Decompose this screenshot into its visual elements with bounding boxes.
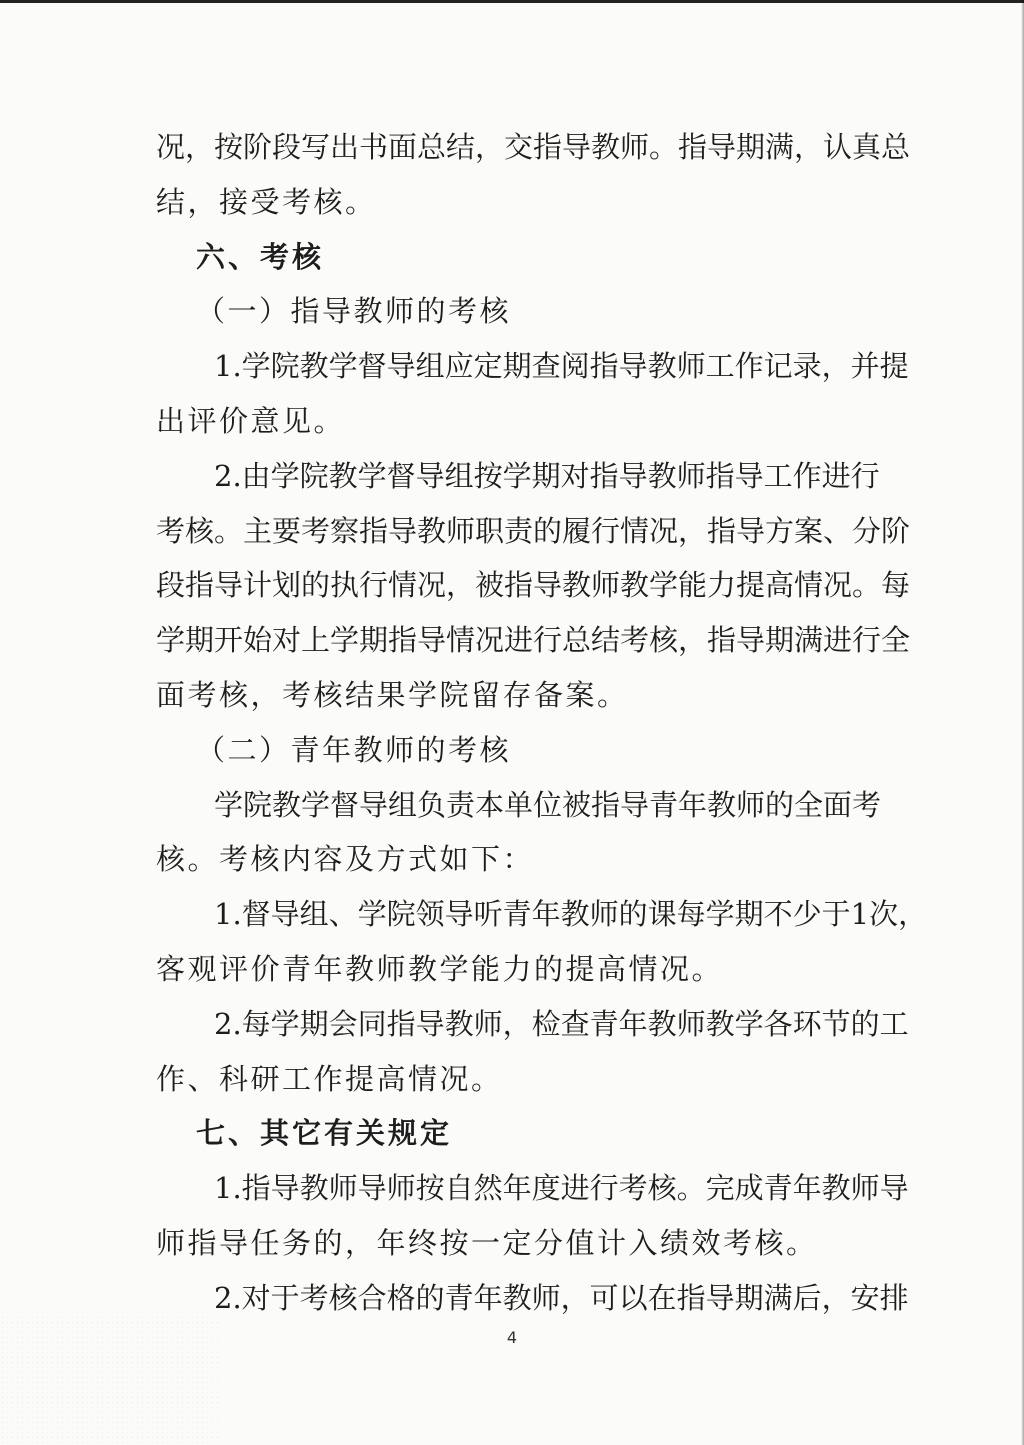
paragraph-line: 1.学院教学督导组应定期查阅指导教师工作记录，并提 [214, 349, 909, 384]
subsection-heading: （二）青年教师的考核 [196, 732, 512, 767]
paragraph-line: 面考核，考核结果学院留存备案。 [156, 677, 629, 712]
paragraph-line: 核。考核内容及方式如下： [156, 842, 535, 877]
paragraph-line: 2.由学院教学督导组按学期对指导教师指导工作进行 [214, 458, 880, 493]
document-body [156, 120, 928, 1326]
paragraph-line: 考核。主要考察指导教师职责的履行情况，指导方案、分阶 [156, 513, 911, 548]
paragraph-line: 客观评价青年教师教学能力的提高情况。 [156, 951, 724, 986]
section-heading: 七、其它有关规定 [196, 1116, 453, 1151]
paragraph-line: 2.对于考核合格的青年教师，可以在指导期满后，安排 [214, 1280, 909, 1315]
subsection-heading: （一）指导教师的考核 [196, 294, 512, 329]
paragraph-line: 作、科研工作提高情况。 [156, 1061, 503, 1096]
paragraph-line: 段指导计划的执行情况，被指导教师教学能力提高情况。每 [156, 568, 911, 603]
paragraph-line: 结，接受考核。 [156, 184, 377, 219]
section-heading: 六、考核 [196, 239, 325, 274]
paragraph-line: 学期开始对上学期指导情况进行总结考核，指导期满进行全 [156, 623, 911, 658]
paragraph-line: 2.每学期会同指导教师，检查青年教师教学各环节的工 [214, 1006, 909, 1041]
paragraph-line: 师指导任务的，年终按一定分值计入绩效考核。 [156, 1225, 818, 1260]
paragraph-line: 出评价意见。 [156, 403, 346, 438]
top-border [0, 0, 1024, 3]
paragraph-line: 1.督导组、学院领导听青年教师的课每学期不少于1次， [214, 897, 928, 932]
paragraph-line: 1.指导教师导师按自然年度进行考核。完成青年教师导 [214, 1171, 909, 1206]
paragraph-line: 学院教学督导组负责本单位被指导青年教师的全面考 [214, 787, 882, 822]
page-number: 4 [506, 1328, 518, 1347]
paragraph-line: 况，按阶段写出书面总结，交指导教师。指导期满，认真总 [156, 130, 911, 164]
